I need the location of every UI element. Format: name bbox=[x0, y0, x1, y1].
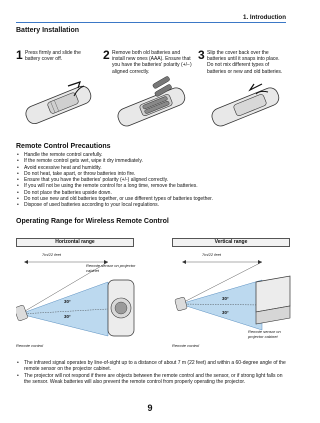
vertical-angle-top: 30° bbox=[222, 296, 229, 301]
list-item: • Do not place the batteries upside down. bbox=[16, 190, 286, 196]
list-item: • Handle the remote control carefully. bbox=[16, 152, 286, 158]
horizontal-angle-bottom: 30° bbox=[64, 314, 71, 319]
chapter-title: 1. Introduction bbox=[243, 14, 286, 21]
vertical-angle-bottom: 30° bbox=[222, 310, 229, 315]
range-notes-list bbox=[16, 360, 288, 385]
step-number: 2 bbox=[103, 48, 110, 62]
battery-heading: Battery Installation bbox=[16, 27, 80, 34]
vertical-range-title: Vertical range bbox=[172, 238, 290, 247]
horizontal-angle-top: 30° bbox=[64, 299, 71, 304]
remote-battery-illustration-2 bbox=[110, 76, 192, 132]
list-item: • The infrared signal operates by line-of-sight up to a distance of about 7 m (22 feet) and within a 60-degree angle of the remote sensor on the projector cabinet. bbox=[16, 360, 288, 373]
step-number: 1 bbox=[16, 48, 23, 62]
horizontal-remote-label: Remote control bbox=[16, 343, 44, 348]
horizontal-range-title: Horizontal range bbox=[16, 238, 134, 247]
list-item: • Do not heat, take apart, or throw batteries into fire. bbox=[16, 171, 286, 177]
step-text: Press firmly and slide the battery cover off. bbox=[25, 50, 81, 63]
step-text: Remove both old batteries and install new ones (AAA). Ensure that you have the batteries' polarity (+/−) aligned correctly. bbox=[112, 50, 192, 75]
remote-battery-illustration-3 bbox=[204, 76, 286, 132]
vertical-distance-label: 7m/22 feet bbox=[202, 252, 221, 257]
list-item: • Avoid excessive heat and humidity. bbox=[16, 165, 286, 171]
page-number: 9 bbox=[147, 403, 153, 413]
header-rule bbox=[16, 22, 286, 23]
list-item: • If you will not be using the remote control for a long time, remove the batteries. bbox=[16, 183, 286, 189]
list-item: • If the remote control gets wet, wipe it dry immediately. bbox=[16, 158, 286, 164]
list-item: • Ensure that you have the batteries' polarity (+/-) aligned correctly. bbox=[16, 177, 286, 183]
horizontal-distance-label: 7m/22 feet bbox=[42, 252, 61, 257]
precautions-list bbox=[16, 152, 286, 209]
vertical-remote-label: Remote control bbox=[172, 343, 200, 348]
horizontal-sensor-label: Remote sensor on projector cabinet bbox=[86, 263, 136, 273]
precautions-heading: Remote Control Precautions bbox=[16, 143, 111, 150]
list-item: • The projector will not respond if there are objects between the remote control and the sensor, or if strong light falls on the sensor. Weak batteries will also prevent the remote control from properly operating the projector. bbox=[16, 373, 288, 386]
step-text: Slip the cover back over the batteries until it snaps into place. Do not mix different types of batteries or new and old batteries. bbox=[207, 50, 283, 75]
range-heading: Operating Range for Wireless Remote Control bbox=[16, 218, 169, 225]
step-number: 3 bbox=[198, 48, 205, 62]
list-item: • Do not use new and old batteries together, or use different types of batteries together. bbox=[16, 196, 286, 202]
vertical-sensor-label: Remote sensor on projector cabinet bbox=[248, 329, 281, 339]
remote-battery-illustration-1 bbox=[18, 76, 98, 132]
list-item: • Dispose of used batteries according to your local regulations. bbox=[16, 202, 286, 208]
